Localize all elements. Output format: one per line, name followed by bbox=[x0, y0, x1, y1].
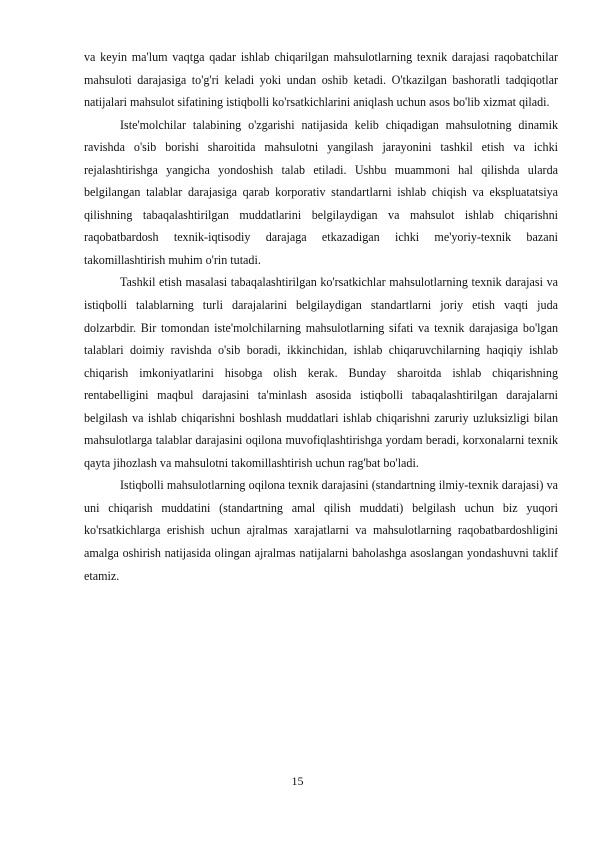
page-number: 15 bbox=[291, 774, 304, 788]
paragraph-4: Istiqbolli mahsulotlarning oqilona texnik darajasini (standartning ilmiy-texnik darajasi) va uni chiqarish muddatini (standartning amal qilish muddati) belgilash uchun biz yuqori ko'rsatkichlarga erishish uchun ajralmas xarajatlarni va mahsulotlarning raqobatbardoshligini amalga oshirish natijasida olingan ajralmas natijalarni baholashga asoslangan yondashuvni taklif etamiz. bbox=[84, 478, 558, 583]
paragraph-1: va keyin ma'lum vaqtga qadar ishlab chiqarilgan mahsulotlarning texnik darajasi raqobatchilar mahsuloti darajasiga to'g'ri keladi yoki undan oshib ketadi. O'tkazilgan bashoratli tadqiqotlar natijalari mahsulot sifatining istiqbolli ko'rsatkichlarini aniqlash uchun asos bo'lib xizmat qiladi. bbox=[84, 50, 558, 110]
paragraph-2: Iste'molchilar talabining o'zgarishi natijasida kelib chiqadigan mahsulotning dinamik ravishda o'sib borishi sharoitida mahsulotni yangilash jarayonini tashkil etish va ichki rejalashtirishga yangicha yondoshish talab etiladi. Ushbu muammoni hal qilishda ularda belgilangan talablar darajasiga qarab korporativ standartlarni ishlab chiqish va ekspluatatsiya qilishning tabaqalashtirilgan muddatlarini belgilaydigan va mahsulot ishlab chiqarishni raqobatbardosh texnik-iqtisodiy darajaga etkazadigan ichki me'yoriy-texnik bazani takomillashtirish muhim o'rin tutadi. bbox=[84, 117, 558, 267]
document-page bbox=[84, 46, 558, 587]
paragraph-3: Tashkil etish masalasi tabaqalashtirilgan ko'rsatkichlar mahsulotlarning texnik darajasi va istiqbolli talablarning turli darajalarini belgilaydigan standartlarni joriy etish vaqti juda dolzarbdir. Bir tomondan iste'molchilarning mahsulotlarning sifati va texnik darajasiga bo'lgan talablari doimiy ravishda o'sib boradi, ikkinchidan, ishlab chiqaruvchilarning haqiqiy ishlab chiqarish imkoniyatlarini hisobga olish kerak. Bunday sharoitda ishlab chiqarishning rentabelligini maqbul darajasini ta'minlash asosida istiqbolli tabaqalashtirilgan darajalarni belgilash va ishlab chiqarishni boshlash muddatlari ishlab chiqarishni zaruriy uzluksizligi bilan mahsulotlarga talablar darajasini oqilona muvofiqlashtirishga yordam beradi, korxonalarni texnik qayta jihozlash va mahsulotni takomillashtirish uchun rag'bat bo'ladi. bbox=[84, 275, 558, 470]
